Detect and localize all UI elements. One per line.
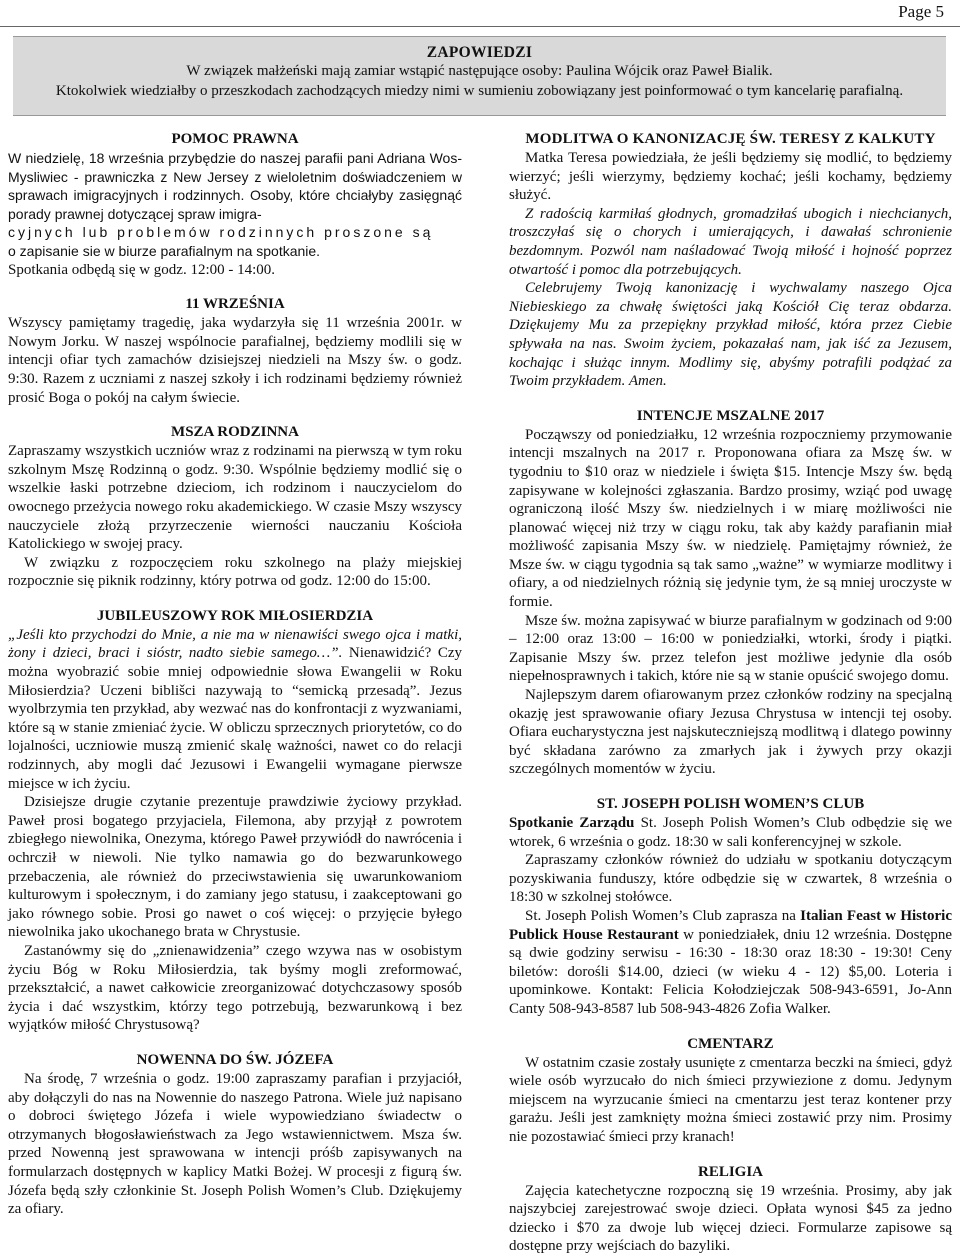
paragraph: Celebrujemy Twoją kanonizację i wychwalamy naszego Ojca Niebieskiego za chwałę świętości jaką Kościół Cię teraz obdarza. Dziękujemy Mu za przepiękny przykład miłość, która przez Ciebie spływała na nas. Swoim życiem, pokazałaś nam, jak iść za Jezusem, kochając i służąc innym. Modlimy się, abyśmy potrafili podążać za Twoim przykładem. Amen. <box>509 280 952 390</box>
paragraph <box>509 814 952 851</box>
right-column <box>509 130 952 1256</box>
paragraph: Zajęcia katechetyczne rozpoczną się 19 września. Prosimy, aby jak najszybciej zarejestrować swoje dzieci. Opłata wynosi $45 za jedno dziecko i $70 za dwoje lub więcej dzieci. Formularze zapisowe są dostępne przy wejściach do bazyliki. <box>509 1182 952 1255</box>
paragraph: Zapraszamy wszystkich uczniów wraz z rodzinami na pierwszą w tym roku szkolnym Mszę Rodzinną o godz. 9:30. Wspólnie będziemy modlić się o wszelkie łaski potrzebne dzieciom, ich rodzinom i nauczycielom do owocnego przeżycia nowego roku akademickiego. W czasie Mszy wszyscy nauczyciele złożą przyrzeczenie wierności nauczaniu Kościoła Katolickiego w swojej pracy. <box>8 443 463 553</box>
paragraph: Na środę, 7 września o godz. 19:00 zapraszamy parafian i przyjaciół, aby dołączyli do nas na Nowennie do naszego Patrona. Wiele już napisano o dobroci świętego Józefa i wiele wypowiedziano świadectw o otrzymanych błogosławieństwach za Jego wstawiennictwem. Msza św. przed Nowenną jest sprawowana w intencji próśb zapisywanych na formularzach dostępnych w kaplicy Matki Bożej. W procesji z figurą św. Józefa będą szły członkinie St. Joseph Polish Women’s Club. Dziękujemy za ofiary. <box>8 1070 462 1218</box>
paragraph: Spotkania odbędą się w godz. 12:00 - 14:00. <box>8 261 276 278</box>
bold-text: Spotkanie Zarządu <box>509 815 635 831</box>
section-cmentarz <box>509 1035 952 1147</box>
paragraph: Wszyscy pamiętamy tragedię, jaka wydarzyła się 11 września 2001r. w Nowym Jorku. W naszej wspólnocie parafialnej, będziemy modlili się w intencji ofiar tych zamachów dzisiejszej niedzieli na Mszy św. o godz. 9:30. Razem z uczniami z naszej szkoły i ich rodzinami będziemy również prosić Boga o pokój na całym świecie. <box>8 315 462 406</box>
quote: „Jeśli kto przychodzi do Mnie, a nie ma w nienawiści swego ojca i matki, żony i dzieci, braci i sióstr, nadto siebie samego…”. <box>8 626 462 662</box>
paragraph: W ostatnim czasie zostały usunięte z cmentarza beczki na śmieci, gdyż wiele osób wyrzucało do nich śmieci przywiezione z domu. Jedynym miejscem na wyrzucanie śmieci na cmentarzu jest teraz kontener przy garażu. Jeśli jest zamknięty można śmieci zostawić przy nim. Prosimy nie pozostawiać śmieci przy kranach! <box>509 1054 952 1145</box>
paragraph: Dzisiejsze drugie czytanie prezentuje prawdziwie życiowy przykład. Paweł prosi bogatego przyjaciela, Filemona, aby przyjął z powrotem zbiegłego niewolnika, Onezyma, którego Paweł przywiódł do nawrócenia i ochrcził w niewoli. Nie tylko namawia go do bezwarunkowego przebaczenia, ale również do przeciwstawienia się uwarunkowaniom kulturowym i społecznym, i do zamiany jego statusu, i zaakceptowani go jako równego sobie. Prosi go nawet o coś więcej: o przyjęcie byłego niewolnika jako ukochanego brata w Chrystusie. <box>8 794 462 941</box>
section-title: ST. JOSEPH POLISH WOMEN’S CLUB <box>596 796 865 812</box>
section-nowenna <box>8 1051 462 1219</box>
zapowiedzi-banner <box>13 36 946 116</box>
section-modlitwa <box>509 130 952 391</box>
section-title: JUBILEUSZOWY ROK MIŁOSIERDZIA <box>96 607 374 624</box>
paragraph-text: w poniedziałek, dniu 12 września. Dostępne są dwie godziny serwisu - 16:30 - 18:30 oraz 18:30 - 19:30! Ceny biletów: dorośli $14.00, dzieci (w wieku 4 - 12) $5,00. Loteria i upominkowe. Kontakt: Felicia Kołodziejczak 508-943-6591, Jo-Ann Canty 508-943-8587 lub 508-943-4826 Zofia Walker. <box>509 926 952 1017</box>
paragraph: Msze św. można zapisywać w biurze parafialnym w godzinach od 9:00 – 12:00 oraz 13:00 – 16:00 w poniedziałki, wtorki, środy i piątki. Zapisanie Mszy św. przez telefon jest możliwe jedynie dla osób niepełnosprawnych i takich, które nie są w stanie opuścić swojego domu. <box>509 612 952 685</box>
section-title: MSZA RODZINNA <box>171 424 299 441</box>
paragraph <box>509 907 952 1019</box>
section-title: RELIGIA <box>697 1163 764 1180</box>
paragraph <box>8 626 462 793</box>
paragraph: W niedzielę, 18 września przybędzie do naszej parafii pani Adriana Wos-Mysliwiec - prawniczka z New Jersey z wieloletnim doświadczeniem w sprawach imigracyjnych i rodzinnych. Osoby, które chciałyby zasięgnąć porady prawnej dotyczącej spraw imigra- <box>8 150 462 222</box>
zapowiedzi-line-2: Ktokolwiek wiedziałby o przeszkodach zachodzących miedzy nimi w sumieniu zobowiązany jest poinformować o tym kancelarię parafialną. <box>55 82 904 99</box>
left-column <box>8 130 462 1219</box>
paragraph: cyjnych lub problemów rodzinnych proszone są <box>8 224 434 241</box>
zapowiedzi-title: ZAPOWIEDZI <box>426 44 533 61</box>
paragraph-text: St. Joseph Polish Women’s Club odbędzie się we wtorek, 6 września o godz. 18:30 w sali konferencyjnej w szkole. <box>509 815 952 850</box>
zapowiedzi-line-1: W związek małżeński mają zamiar wstąpić następujące osoby: Paulina Wójcik oraz Paweł Bialik. <box>186 63 773 79</box>
section-intencje <box>509 407 952 779</box>
bold-text: Italian Feast w Historic Publick House Restaurant <box>509 907 952 943</box>
section-womens-club <box>509 795 952 1019</box>
section-title: MODLITWA O KANONIZACJĘ ŚW. TERESY Z KALKUTY <box>525 131 936 147</box>
paragraph: Najlepszym darem ofiarowanym przez członków rodziny na specjalną okazję jest sprawowanie ofiary Jezusa Chrystusa w intencji tej osoby. Ofiara eucharystyczna jest najskuteczniejszą modlitwą i dlatego powinny być składana zarówno za zmarłych jak i żywych przy okazji szczególnych momentów w życiu. <box>509 687 952 778</box>
section-title: CMENTARZ <box>687 1035 774 1052</box>
paragraph: Zapraszamy członków również do udziału w spotkaniu dotyczącym pozyskiwania funduszy, które odbędzie się w czwartek, 8 września o 18:30 w szkolnej stołówce. <box>509 852 952 906</box>
paragraph: W związku z rozpoczęciem roku szkolnego na plaży miejskiej rozpocznie się piknik rodzinny, który potrwa od godz. 12:00 do 15:00. <box>8 554 462 590</box>
paragraph: Matka Teresa powiedziała, że jeśli będziemy się modlić, to będziemy wierzyć; jeśli wierzymy, będziemy kochać; jeśli kochamy, będziemy służyć. <box>509 150 952 204</box>
header-rule <box>0 26 960 27</box>
page-header <box>0 0 960 28</box>
paragraph: o zapisanie sie w biurze parafialnym na spotkanie. <box>8 242 321 259</box>
paragraph: Zastanówmy się do „znienawidzenia” czego wzywa nas w osobistym życiu Bóg w Roku Miłosierdzia, tak byśmy mogli zreformować, przekształcić, a nawet całkowicie zreorganizować dotychczasowy sposób życia i dać wszystkim, którzy tego potrzebują, bezwarunkową i bez wyjątków miłość Chrystusową? <box>8 942 462 1034</box>
section-jubileusz <box>8 607 462 1035</box>
section-11-wrzesnia <box>8 295 462 407</box>
section-religia <box>509 1163 952 1256</box>
paragraph: Z radością karmiłaś głodnych, gromadziłaś ubogich i niechcianych, troszczyłaś się o chorych i umierających, i dawałaś schronienie bezdomnym. Pozwól nam naśladować Twoją miłość i hojność poprzez otwartość i pomoc dla potrzebujących. <box>509 205 952 278</box>
paragraph: Począwszy od poniedziałku, 12 września rozpoczniemy przymowanie intencji mszalnych na 2017 r. Proponowana ofiara za Mszę św. w tygodniu to $10 oraz w niedziele i święta $15. Intencje Mszy św. będą zapisywane w kolejności zgłaszania. Bardzo prosimy, wziąć pod uwagę ograniczoną ilość Mszy św. niedzielnych i w miarę możliwości nie planować więcej niż trzy w ciągu roku, tak aby każdy parafianin miał możliwość zapisania Mszy św. w niedzielę. Pamiętajmy również, że Msze św. w ciągu tygodnia są tak samo „ważne” w wymiarze modlitwy i ofiary, a od niedzielnych różnią się jedynie tym, że są mniej uroczyste w formie. <box>509 426 952 611</box>
paragraph-text: St. Joseph Polish Women’s Club zaprasza na <box>525 907 801 924</box>
section-title: INTENCJE MSZALNE 2017 <box>636 407 825 424</box>
paragraph-text: Nienawidzić? Czy można wyobrazić sobie mniej odpowiednie słowa Ewangelii w Roku Miłosierdzia? Uczeni biblišci nazywają to “semicką przesadą”. Jezus wyolbrzymia ten przykład, aby wezwać nas do konfrontacji z wyzwaniami, które są w stanie zmieniać życie. W obliczu sprzecznych priorytetów, co do lojalności, uczniowie muszą zmienić skalę ważności, nawet co do relacji rodzinnych, aby mogli dać Jezusowi i Ewangelii wymagane pierwsze miejsce w ich życiu. <box>8 645 463 792</box>
section-pomoc-prawna <box>8 130 462 279</box>
section-msza-rodzinna <box>8 423 462 591</box>
page-number: Page 5 <box>898 2 944 21</box>
section-title: 11 WRZEŚNIA <box>185 296 285 313</box>
section-title: NOWENNA DO ŚW. JÓZEFA <box>136 1051 334 1068</box>
section-title: POMOC PRAWNA <box>171 131 299 147</box>
